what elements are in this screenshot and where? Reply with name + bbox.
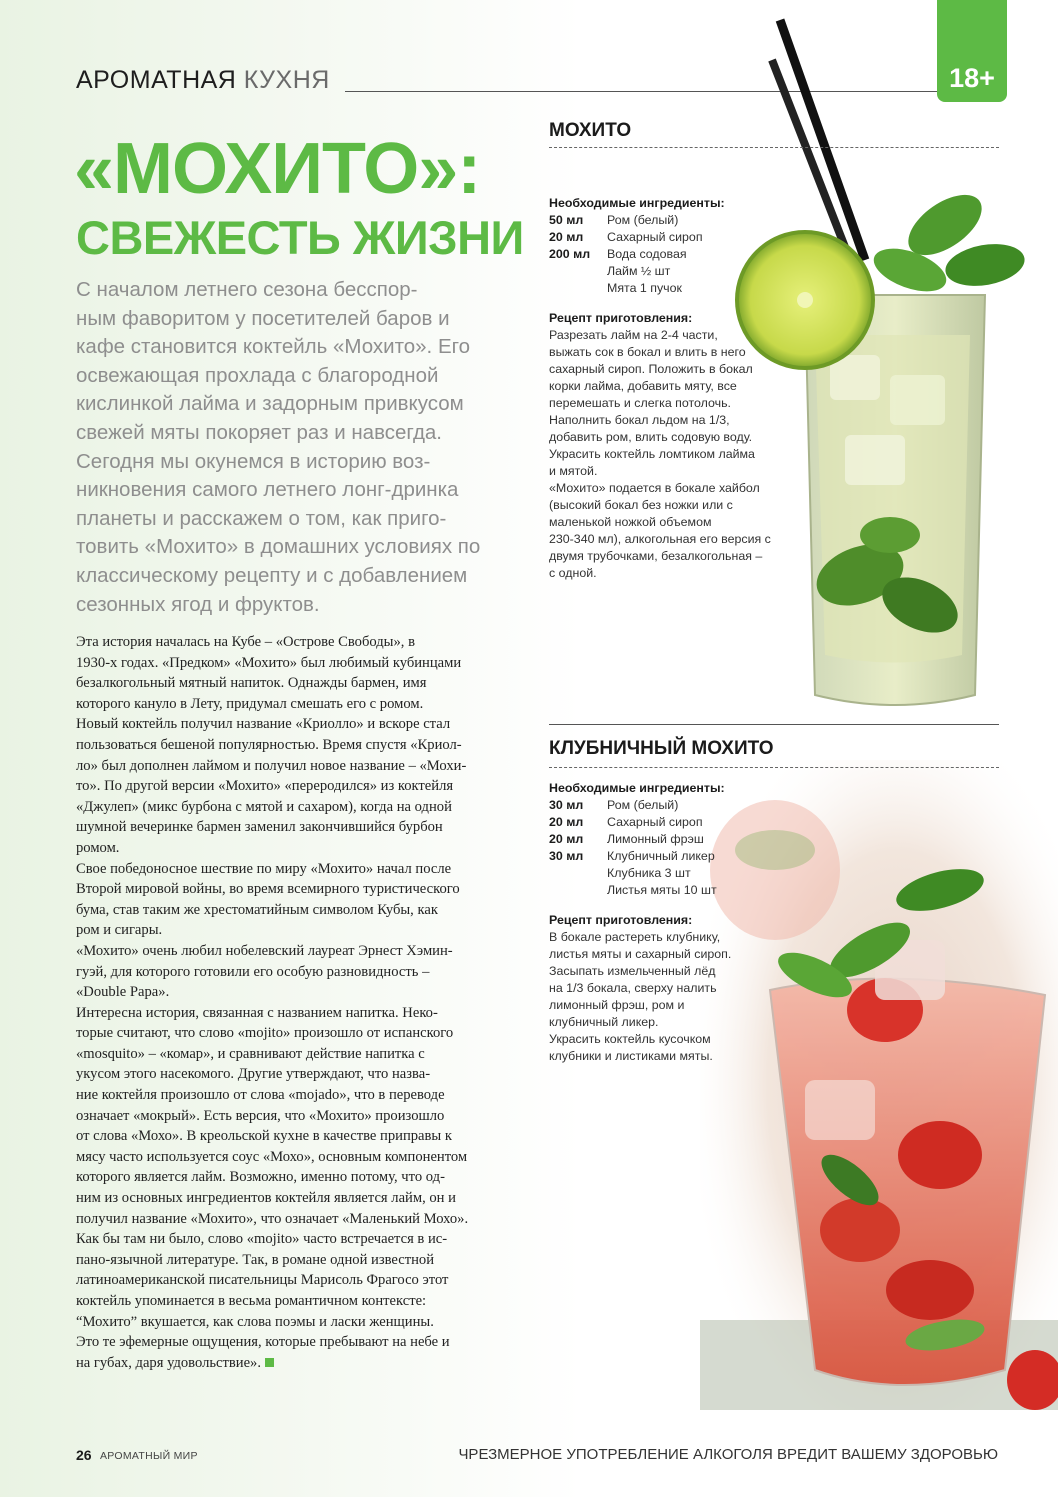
body-line: ним из основных ингредиентов коктейля является лайм, он и xyxy=(76,1190,456,1207)
ingredient-row xyxy=(549,246,779,263)
ingredient-name: Ром (белый) xyxy=(607,213,679,227)
body-line: торые считают, что слово «mojito» произошло от испанского xyxy=(76,1025,454,1042)
body-line: «mosquito» – «комар», и сравнивают действие напитка с xyxy=(76,1045,425,1062)
recipe-steps xyxy=(549,327,779,582)
recipe-mojito-divider xyxy=(549,147,999,148)
body-line: «Мохито» очень любил нобелевский лауреат Эрнест Хэмин- xyxy=(76,942,453,959)
step-line: 230-340 мл), алкогольная его версия с xyxy=(549,532,771,546)
body-line: пользоваться бешеной популярностью. Время спустя «Криол- xyxy=(76,736,462,753)
ingredient-name: Лайм ½ шт xyxy=(607,264,671,278)
lead-line: планеты и расскажем о том, как приго- xyxy=(76,506,447,530)
ingredient-amount xyxy=(549,882,607,899)
lead-line: классическому рецепту и с добавлением xyxy=(76,563,468,587)
page-number: 26 xyxy=(76,1447,92,1463)
body-line: от слова «Мохо». В креольской кухне в качестве приправы к xyxy=(76,1128,452,1145)
ingredient-row xyxy=(549,263,779,280)
body-line: коктейль упоминается в весьма романтичном контексте: xyxy=(76,1293,427,1309)
steps-heading: Рецепт приготовления: xyxy=(549,311,693,325)
ingredient-row xyxy=(549,280,779,297)
step-line: и мятой. xyxy=(549,464,598,478)
recipe-mojito xyxy=(549,195,779,582)
step-line: маленькой ножкой объемом xyxy=(549,515,712,529)
ingredient-name: Листья мяты 10 шт xyxy=(607,883,717,897)
ingredient-name: Клубника 3 шт xyxy=(607,866,691,880)
magazine-name: АРОМАТНЫЙ МИР xyxy=(100,1450,198,1462)
body-line: «Double Papa». xyxy=(76,984,170,1001)
body-line: латиноамериканской писательницы Марисоль Фрагосо этот xyxy=(76,1272,449,1289)
article-lead xyxy=(76,276,531,619)
ingredient-row xyxy=(549,229,779,246)
step-line: клубничный ликер. xyxy=(549,1015,659,1029)
health-warning: ЧРЕЗМЕРНОЕ УПОТРЕБЛЕНИЕ АЛКОГОЛЯ ВРЕДИТ ВАШЕМУ ЗДОРОВЬЮ xyxy=(458,1446,998,1463)
ingredient-name: Сахарный сироп xyxy=(607,815,703,829)
ingredient-row xyxy=(549,882,779,899)
body-line-last xyxy=(76,1353,526,1374)
step-line: Украсить коктейль ломтиком лайма xyxy=(549,447,755,461)
body-line: пано-язычной литературе. Так, в романе одной известной xyxy=(76,1251,435,1268)
ingredient-name: Мята 1 пучок xyxy=(607,281,682,295)
step-line: лимонный фрэш, ром и xyxy=(549,998,685,1012)
body-line: ло» был дополнен лаймом и получил новое название – «Мохи- xyxy=(76,757,467,774)
recipe-strawberry-divider xyxy=(549,767,999,768)
step-line: «Мохито» подается в бокале хайбол xyxy=(549,481,760,495)
body-line: безалкогольный мятный напиток. Однажды бармен, имя xyxy=(76,675,427,692)
step-line: сахарный сироп. Положить в бокал xyxy=(549,362,753,376)
recipe-strawberry-top-divider xyxy=(549,724,999,725)
ingredient-amount: 20 мл xyxy=(549,832,584,846)
body-line: Свое победоносное шествие по миру «Мохито» начал после xyxy=(76,860,452,877)
lead-line: кислинкой лайма и задорным привкусом xyxy=(76,392,464,416)
body-line: бума, став таким же хрестоматийным символом Кубы, как xyxy=(76,901,438,918)
body-line-text: на губах, даря удовольствие». xyxy=(76,1354,261,1371)
lead-line: сезонных ягод и фруктов. xyxy=(76,592,320,616)
body-line: «Джулеп» (микс бурбона с мятой и сахаром), когда на одной xyxy=(76,798,452,815)
ingredient-row xyxy=(549,848,779,865)
lead-line: товить «Мохито» в домашних условиях по xyxy=(76,535,481,559)
ingredient-row xyxy=(549,797,779,814)
body-line: Новый коктейль получил название «Криолло» и вскоре стал xyxy=(76,716,451,733)
lead-line: свежей мяты покоряет раз и навсегда. xyxy=(76,420,442,444)
body-line: Второй мировой войны, во время всемирного туристического xyxy=(76,881,460,898)
ingredient-row xyxy=(549,831,779,848)
article-title-line2: СВЕЖЕСТЬ ЖИЗНИ xyxy=(76,211,524,264)
body-line: Эта история началась на Кубе – «Острове Свободы», в xyxy=(76,634,415,650)
step-line: В бокале растереть клубнику, xyxy=(549,930,721,944)
step-line: корки лайма, добавить мяту, все xyxy=(549,379,737,393)
recipe-steps xyxy=(549,929,779,1065)
step-line: с одной. xyxy=(549,566,597,580)
lead-line: освежающая прохлада с благородной xyxy=(76,363,439,387)
step-line: (высокий бокал без ножки или с xyxy=(549,498,733,512)
body-line: ние коктейля произошло от слова «mojado», что в переводе xyxy=(76,1087,445,1104)
body-line: Это те эфемерные ощущения, которые пребывают на небе и xyxy=(76,1334,450,1351)
ingredient-amount: 20 мл xyxy=(549,230,584,244)
step-line: Наполнить бокал льдом на 1/3, xyxy=(549,413,730,427)
ingredient-amount: 20 мл xyxy=(549,815,584,829)
body-line: укусом этого насекомого. Другие утверждают, что назва- xyxy=(76,1066,431,1083)
body-line: получил название «Мохито», что означает «Маленький Мохо». xyxy=(76,1210,469,1227)
ingredient-row xyxy=(549,212,779,229)
step-line: двумя трубочками, безалкогольная – xyxy=(549,549,763,563)
body-line: которого является лайм. Возможно, именно потому, что од- xyxy=(76,1169,445,1186)
ingredient-name: Сахарный сироп xyxy=(607,230,703,244)
step-line: Украсить коктейль кусочком xyxy=(549,1032,711,1046)
section-label-primary: АРОМАТНАЯ xyxy=(76,66,244,94)
body-line: “Мохито” вкушается, как слова поэмы и ласки женщины. xyxy=(76,1313,434,1330)
body-line: 1930-х годах. «Предком» «Мохито» был любимый кубинцами xyxy=(76,654,462,671)
steps-heading: Рецепт приготовления: xyxy=(549,913,693,927)
ingredient-amount: 50 мл xyxy=(549,213,584,227)
lead-line: кафе становится коктейль «Мохито». Его xyxy=(76,335,471,359)
ingredient-amount: 30 мл xyxy=(549,849,584,863)
body-line: означает «мокрый». Есть версия, что «Мохито» произошло xyxy=(76,1107,445,1124)
lead-line: ным фаворитом у посетителей баров и xyxy=(76,306,450,330)
ingredient-name: Вода содовая xyxy=(607,247,687,261)
step-line: выжать сок в бокал и влить в него xyxy=(549,345,746,359)
recipe-strawberry xyxy=(549,780,779,1065)
ingredient-name: Ром (белый) xyxy=(607,798,679,812)
lead-line: никновения самого летнего лонг-дринка xyxy=(76,478,459,502)
ingredient-amount xyxy=(549,865,607,882)
ingredient-amount: 30 мл xyxy=(549,798,584,812)
step-line: на 1/3 бокала, сверху налить xyxy=(549,981,717,995)
section-label-secondary: КУХНЯ xyxy=(243,66,330,94)
body-line: ромом. xyxy=(76,839,120,856)
ingredient-name: Клубничный ликер xyxy=(607,849,715,863)
body-line: гуэй, для которого готовили его особую разновидность – xyxy=(76,963,430,980)
lead-line: Сегодня мы окунемся в историю воз- xyxy=(76,449,431,473)
body-line: шумной вечеринке бармен заменил закончившийся бурбон xyxy=(76,819,443,836)
ingredient-row xyxy=(549,865,779,882)
step-line: добавить ром, влить содовую воду. xyxy=(549,430,753,444)
recipe-mojito-title: МОХИТО xyxy=(549,120,632,141)
step-line: листья мяты и сахарный сироп. xyxy=(549,947,732,961)
ingredient-amount xyxy=(549,263,607,280)
body-line: Интересна история, связанная с названием напитка. Неко- xyxy=(76,1004,438,1021)
step-line: Разрезать лайм на 2-4 части, xyxy=(549,328,718,342)
ingredient-amount: 200 мл xyxy=(549,247,591,261)
ingredient-row xyxy=(549,814,779,831)
step-line: перемешать и слегка потолочь. xyxy=(549,396,731,410)
body-line: Как бы там ни было, слово «mojito» часто встречается в ис- xyxy=(76,1231,448,1248)
ingredients-heading: Необходимые ингредиенты: xyxy=(549,781,725,795)
step-line: клубники и листиками мяты. xyxy=(549,1049,713,1063)
body-line: то». По другой версии «Мохито» «переродился» из коктейля xyxy=(76,778,454,795)
ingredient-amount xyxy=(549,280,607,297)
body-line: которого кануло в Лету, придумал смешать его с ромом. xyxy=(76,695,424,712)
step-line: Засыпать измельченный лёд xyxy=(549,964,716,978)
ingredients-heading: Необходимые ингредиенты: xyxy=(549,196,725,210)
recipe-strawberry-title: КЛУБНИЧНЫЙ МОХИТО xyxy=(549,738,774,759)
article-body xyxy=(76,632,526,1373)
green-square-icon xyxy=(265,1358,274,1367)
age-badge-label: 18+ xyxy=(949,63,995,93)
lead-line: С началом летнего сезона бесспор- xyxy=(76,278,418,301)
ingredient-name: Лимонный фрэш xyxy=(607,832,704,846)
body-line: мясу часто используется соус «Мохо», основным компонентом xyxy=(76,1148,468,1165)
section-label xyxy=(76,66,330,95)
article-title-line1: «МОХИТО»: xyxy=(74,129,481,209)
body-line: ром и сигары. xyxy=(76,922,163,939)
